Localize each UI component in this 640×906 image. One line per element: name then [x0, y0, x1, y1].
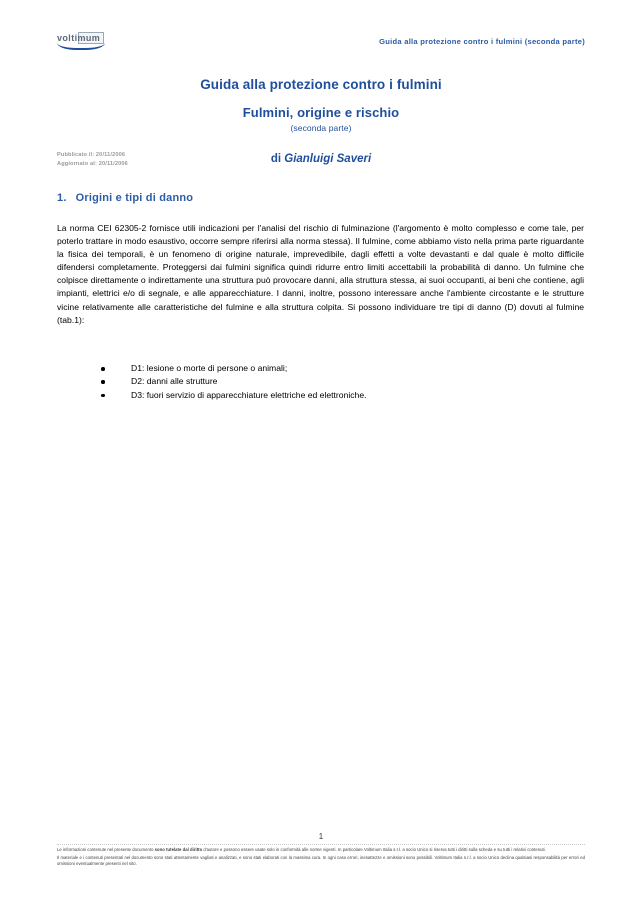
list-item-label: D2: danni alle strutture	[131, 376, 218, 387]
page-header	[57, 33, 585, 59]
body-paragraph: La norma CEI 62305-2 fornisce utili indicazioni per l'analisi del rischio di fulminazione (l'argomento è molto complesso e come tale, per poterlo trattare in modo esaustivo, occorre sempre riferirsi alla norma stessa). Il fulmine, come abbiamo visto nella prima parte riguardante la fisica dei temporali, è un fenomeno di origine naturale, imprevedibile, dagli effetti a volte devastanti e dal quale è molto difficile difendersi completamente. Proteggersi dai fulmini significa quindi ridurre entro limiti accettabili la probabilità di danno. Un fulmine che colpisce direttamente o indirettamente una struttura può provocare danni, alla struttura stessa, ai suoi occupanti, ai beni che contiene, agli impianti, elettrici e/o di segnale, e alle apparecchiature. I danni, inoltre, possono interessare anche l'ambiente circostante e le strutture vicine relativamente alle caratteristiche del fulmine e alla struttura colpita. Si possono individuare tre tipi di danno (D) dovuti al fulmine (tab.1):	[57, 223, 584, 325]
footer-text-c: d'autore e possono essere usate solo in conformità alle norme vigenti. In particolare Voltimum Italia s.r.l. a socio Unico si riserva tutti i diritti sulla scheda e su tutti i relativi contenuti.	[202, 847, 546, 853]
list-item	[57, 375, 584, 388]
bullet-icon	[101, 394, 105, 398]
published-date: Pubblicato il: 20/11/2006	[57, 152, 126, 158]
voltimum-logo	[57, 33, 115, 50]
document-subtitle: Fulmini, origine e rischio	[242, 105, 400, 120]
bullet-icon	[101, 380, 105, 384]
document-part-label: (seconda parte)	[290, 123, 352, 133]
bullet-icon	[101, 367, 105, 371]
logo-swoosh-icon	[57, 43, 105, 50]
section-heading	[57, 192, 193, 204]
author-name: Gianluigi Saveri	[284, 153, 372, 165]
logo-wordmark: voltimum	[57, 33, 101, 43]
updated-date: Aggiornato al: 20/11/2006	[57, 160, 128, 167]
page-footer	[57, 832, 585, 868]
list-item	[57, 389, 584, 402]
title-block	[57, 76, 585, 134]
footer-text-bold: sono tutelate dal diritto	[154, 847, 203, 853]
header-running-title: Guida alla protezione contro i fulmini (seconda parte)	[379, 37, 585, 46]
footer-line-2: Il materiale e i contenuti presentati nel documento sono stati attentamente vagliati e analizzati, e sono stati elaborati con la massima cura. In ogni caso errori, inesattezze e omissioni sono possibili. Voltimum Italia s.r.l. a socio Unico declina qualsiasi responsabilità per errori ed omissioni eventualmente presenti nel sito.	[57, 854, 585, 866]
list-item-label: D1: lesione o morte di persone o animali;	[131, 363, 288, 373]
footer-disclaimer	[57, 847, 585, 866]
footer-text-a: Le informazioni contenute nel presente documento	[57, 847, 155, 853]
section-title: Origini e tipi di danno	[75, 192, 194, 204]
footer-line-1	[57, 847, 585, 853]
document-title: Guida alla protezione contro i fulmini	[200, 77, 442, 92]
author-prefix: di	[270, 153, 285, 165]
footer-divider	[57, 844, 585, 845]
list-item-label: D3: fuori servizio di apparecchiature elettriche ed elettroniche.	[131, 389, 367, 400]
section-number: 1.	[57, 192, 67, 204]
author-line	[57, 153, 585, 165]
page-number: 1	[318, 831, 324, 841]
metadata-row	[57, 151, 585, 177]
damage-type-list	[57, 362, 584, 402]
list-item	[57, 362, 584, 375]
